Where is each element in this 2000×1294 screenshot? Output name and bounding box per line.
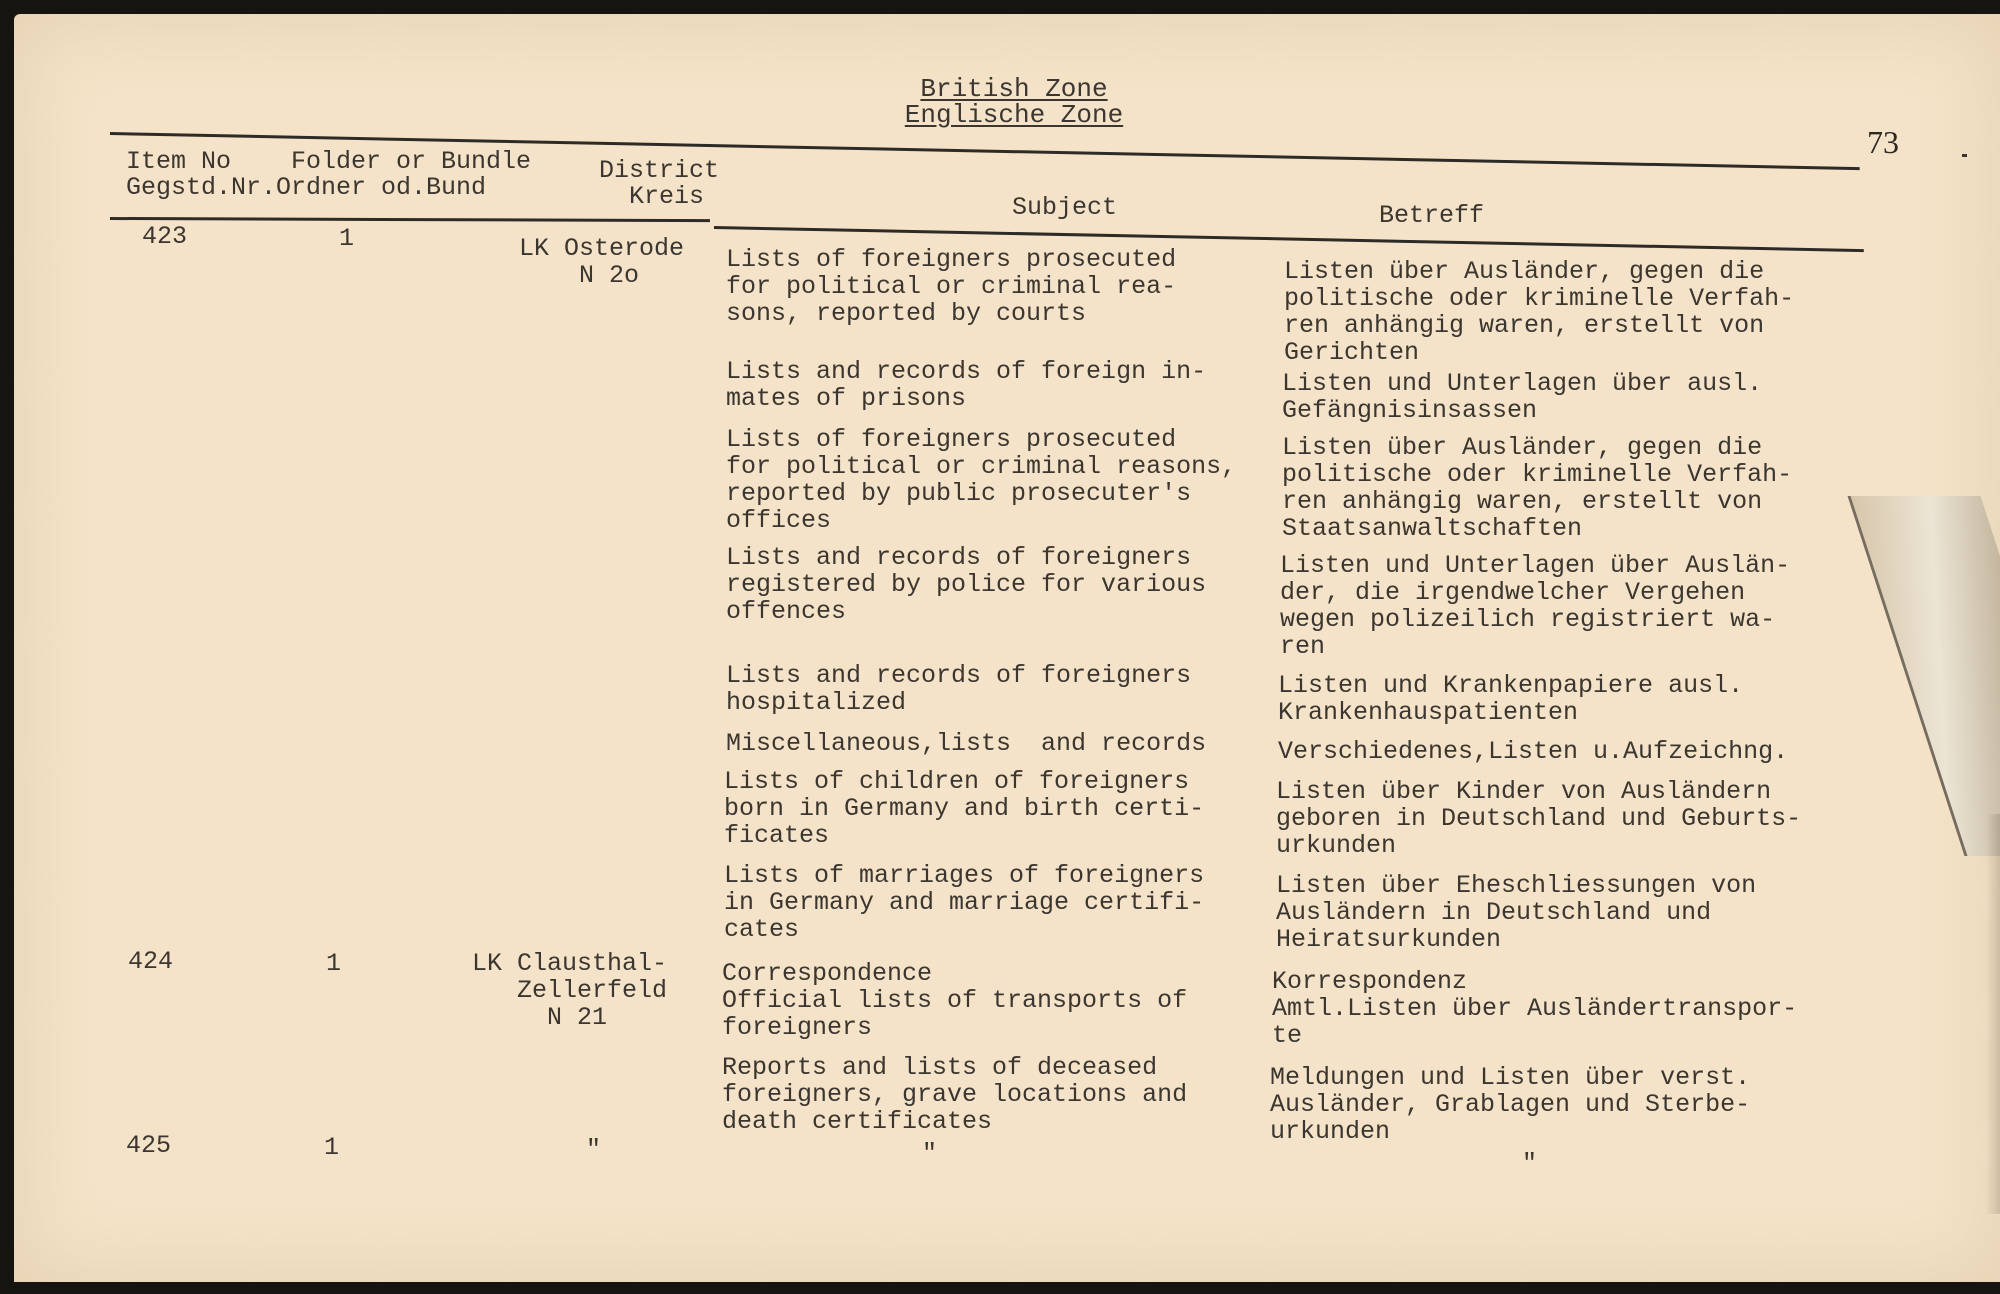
folder-number: 1	[339, 224, 355, 253]
subject-en: Correspondence Official lists of transports of foreigners	[722, 959, 1188, 1042]
subject-de: Listen und Unterlagen über Auslän- der, die irgendwelcher Vergehen wegen polizeilich registriert wa- ren	[1280, 551, 1791, 661]
district-ditto: "	[586, 1135, 602, 1164]
subject-en: Lists and records of foreign in- mates of prisons	[726, 357, 1207, 413]
archive-page	[14, 14, 2000, 1282]
subject-de: Korrespondenz Amtl.Listen über Ausländertranspor- te	[1272, 967, 1798, 1050]
header-folder-en: Folder or Bundle	[291, 147, 532, 176]
page-number: 73	[1867, 124, 1899, 160]
subject-de: Verschiedenes,Listen u.Aufzeichng.	[1278, 737, 1789, 766]
page-edge-shadow	[1986, 814, 2000, 1214]
subject-en: Lists of foreigners prosecuted for political or criminal reasons, reported by public prosecuter's offices	[726, 425, 1237, 535]
header-district-en: District	[599, 156, 720, 185]
subject-de: Listen und Unterlagen über ausl. Gefängnisinsassen	[1282, 369, 1763, 425]
subject-en: Lists of marriages of foreigners in Germany and marriage certifi- cates	[724, 861, 1205, 944]
header-item-de: Gegstd.Nr.	[126, 173, 277, 202]
item-number: 425	[126, 1131, 172, 1160]
subject-de: Listen über Kinder von Ausländern geboren in Deutschland und Geburts- urkunden	[1276, 777, 1802, 860]
subject-en: Reports and lists of deceased foreigners, grave locations and death certificates	[722, 1053, 1188, 1136]
item-number: 424	[128, 947, 174, 976]
zone-title-german-wrap	[854, 102, 1174, 129]
folder-number: 1	[324, 1133, 340, 1162]
page-mark	[1962, 154, 1967, 157]
header-item-en: Item No	[126, 147, 232, 176]
header-district-de: Kreis	[629, 182, 705, 211]
subject-en: Lists and records of foreigners registered by police for various offences	[726, 543, 1207, 626]
zone-title-german: Englische Zone	[904, 100, 1124, 130]
subject-en: Miscellaneous,lists and records	[726, 729, 1207, 758]
item-number: 423	[142, 222, 188, 251]
binder-clip	[1848, 496, 2000, 856]
subject-en: Lists of foreigners prosecuted for political or criminal rea- sons, reported by courts	[726, 245, 1177, 328]
folder-number: 1	[326, 949, 342, 978]
subject-de: Listen über Ausländer, gegen die politische oder kriminelle Verfah- ren anhängig waren, erstellt von Gerichten	[1284, 257, 1795, 367]
header-betreff: Betreff	[1379, 201, 1485, 230]
subject-en: Lists of children of foreigners born in Germany and birth certi- ficates	[724, 767, 1205, 850]
subject-de: Meldungen und Listen über verst. Ausländer, Grablagen und Sterbe- urkunden	[1270, 1063, 1751, 1146]
betreff-ditto: "	[1522, 1149, 1538, 1178]
district: LK Osterode N 2o	[519, 234, 685, 290]
subject-de: Listen über Ausländer, gegen die politische oder kriminelle Verfah- ren anhängig waren, erstellt von Staatsanwaltschaften	[1282, 433, 1793, 543]
subject-de: Listen über Eheschliessungen von Ausländern in Deutschland und Heiratsurkunden	[1276, 871, 1757, 954]
subject-ditto: "	[922, 1139, 938, 1168]
header-folder-de: Ordner od.Bund	[276, 173, 487, 202]
district: LK Clausthal- Zellerfeld N 21	[472, 949, 668, 1032]
zone-title	[854, 76, 1174, 103]
zone-title-english: British Zone	[920, 74, 1108, 104]
header-subject: Subject	[1012, 193, 1118, 222]
header-bottom-rule-left	[110, 217, 710, 222]
subject-en: Lists and records of foreigners hospitalized	[726, 661, 1192, 717]
subject-de: Listen und Krankenpapiere ausl. Krankenhauspatienten	[1278, 671, 1744, 727]
